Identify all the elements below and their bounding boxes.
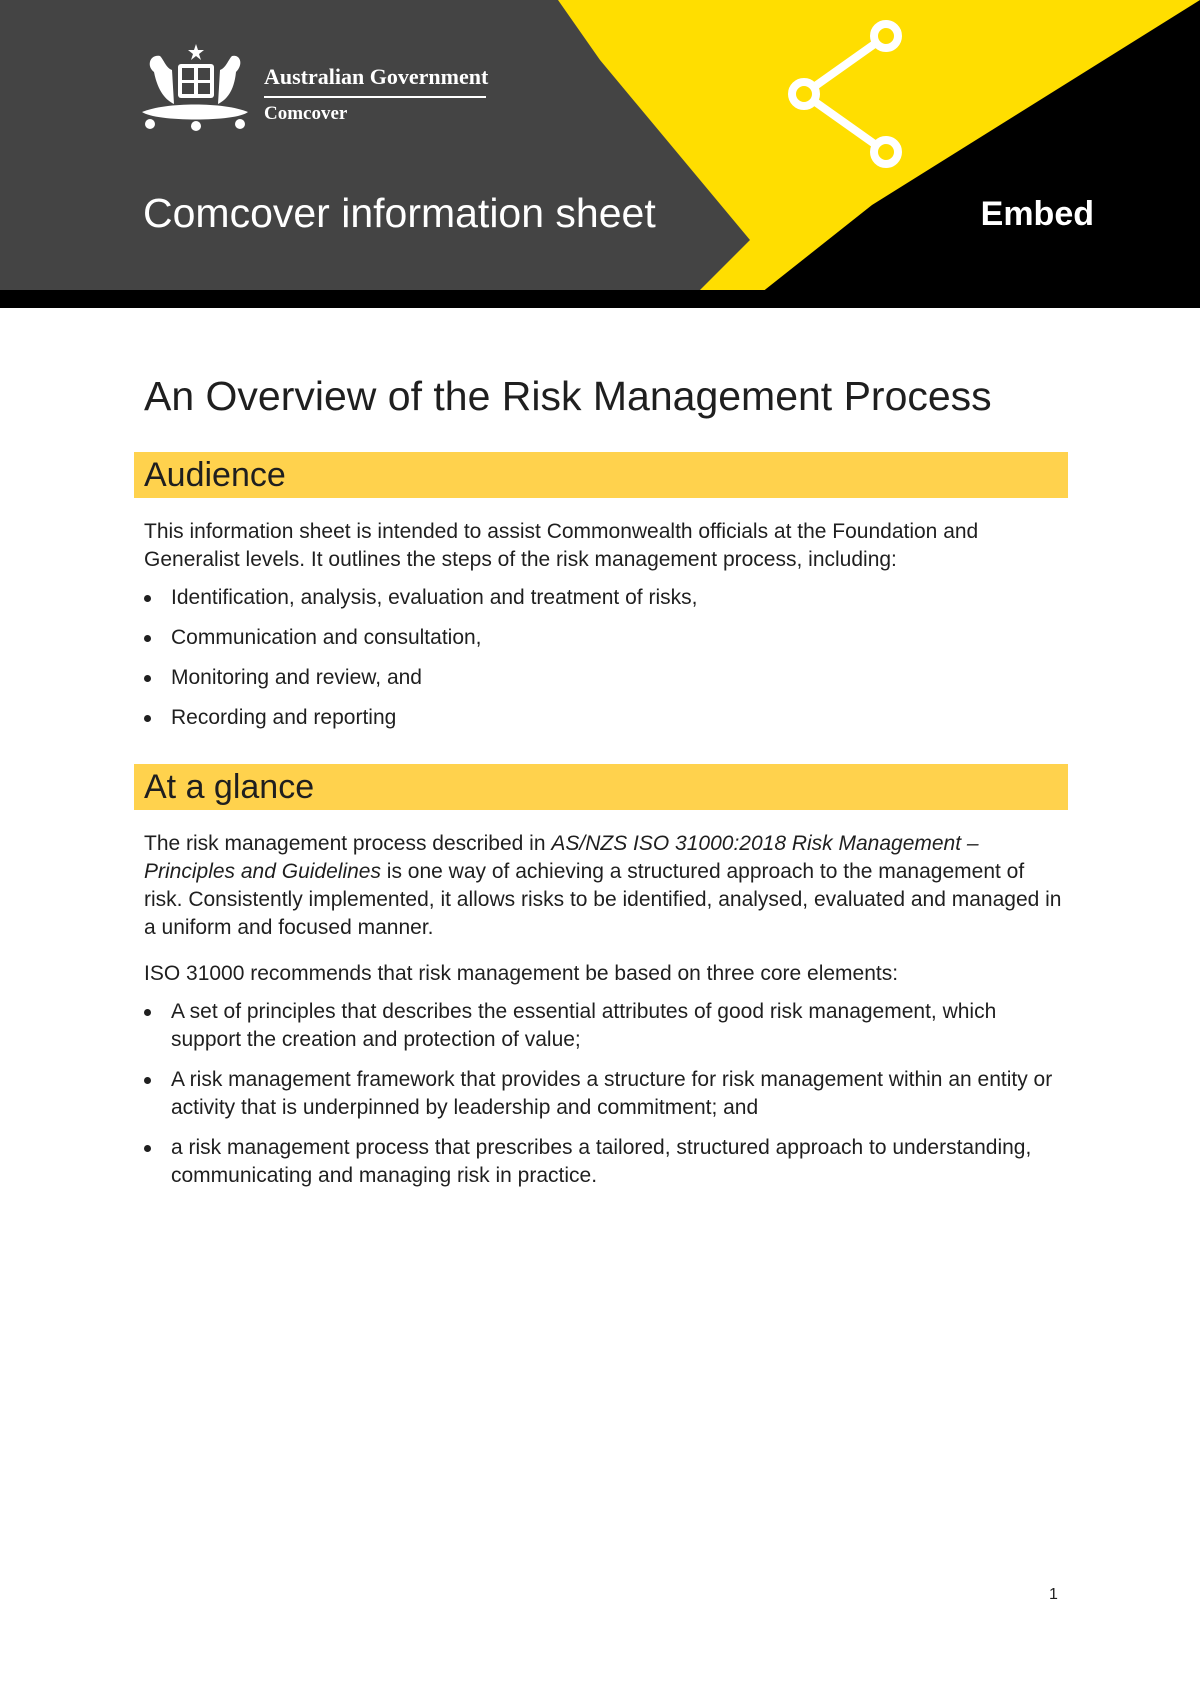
bullet-icon (144, 635, 151, 642)
document-body (134, 372, 1068, 1190)
list-item-text: Recording and reporting (171, 706, 397, 729)
list-item-text: A set of principles that describes the essential attributes of good risk management, which support the creation and protection of value; (171, 1000, 997, 1051)
sheet-type-label: Comcover information sheet (143, 190, 656, 236)
list-item-text: Communication and consultation, (171, 626, 482, 649)
bullet-icon (144, 675, 151, 682)
list-item-text: a risk management process that prescribes a tailored, structured approach to understanding, communicating and managing risk in practice. (171, 1136, 1032, 1187)
list-item (144, 664, 1068, 692)
paragraph-text: is one way of achieving a structured approach to the management of risk. Consistently implemented, it allows risks to be identified, analysed, evaluated and managed in a uniform and focused manner. (144, 860, 1062, 939)
list-item-text: A risk management framework that provides a structure for risk management within an entity or activity that is underpinned by leadership and commitment; and (171, 1068, 1053, 1119)
bullet-icon (144, 1077, 151, 1084)
audience-intro: This information sheet is intended to assist Commonwealth officials at the Foundation and Generalist levels. It outlines the steps of the risk management process, including: (144, 520, 979, 571)
list-item (144, 584, 1068, 612)
list-item (144, 624, 1068, 652)
list-item (144, 998, 1068, 1054)
bullet-icon (144, 1145, 151, 1152)
document-header (0, 0, 1200, 308)
at-a-glance-paragraph (144, 830, 1068, 942)
bullet-icon (144, 595, 151, 602)
page-title: An Overview of the Risk Management Process (144, 373, 992, 419)
paragraph-text: The risk management process described in (144, 832, 552, 855)
government-name: Australian Government (264, 64, 489, 89)
at-a-glance-heading: At a glance (134, 764, 1068, 810)
category-label: Embed (980, 195, 1094, 233)
bullet-icon (144, 715, 151, 722)
standard-citation: AS/NZS ISO 31000:2018 Risk Management – Principles and Guidelines (144, 832, 979, 883)
list-item (144, 1134, 1068, 1190)
audience-bullet-list (134, 584, 1068, 732)
share-nodes-icon (780, 14, 910, 174)
header-bottom-bar (0, 290, 1200, 308)
logo-divider (264, 96, 486, 98)
core-elements-intro: ISO 31000 recommends that risk management be based on three core elements: (144, 962, 899, 985)
audience-heading: Audience (134, 452, 1068, 498)
coat-of-arms-icon (136, 42, 254, 132)
list-item (144, 704, 1068, 732)
list-item-text: Monitoring and review, and (171, 666, 422, 689)
agency-name: Comcover (264, 103, 348, 124)
list-item (144, 1066, 1068, 1122)
bullet-icon (144, 1009, 151, 1016)
list-item-text: Identification, analysis, evaluation and treatment of risks, (171, 586, 698, 609)
core-elements-bullet-list (134, 998, 1068, 1190)
page-number: 1 (1049, 1586, 1058, 1603)
